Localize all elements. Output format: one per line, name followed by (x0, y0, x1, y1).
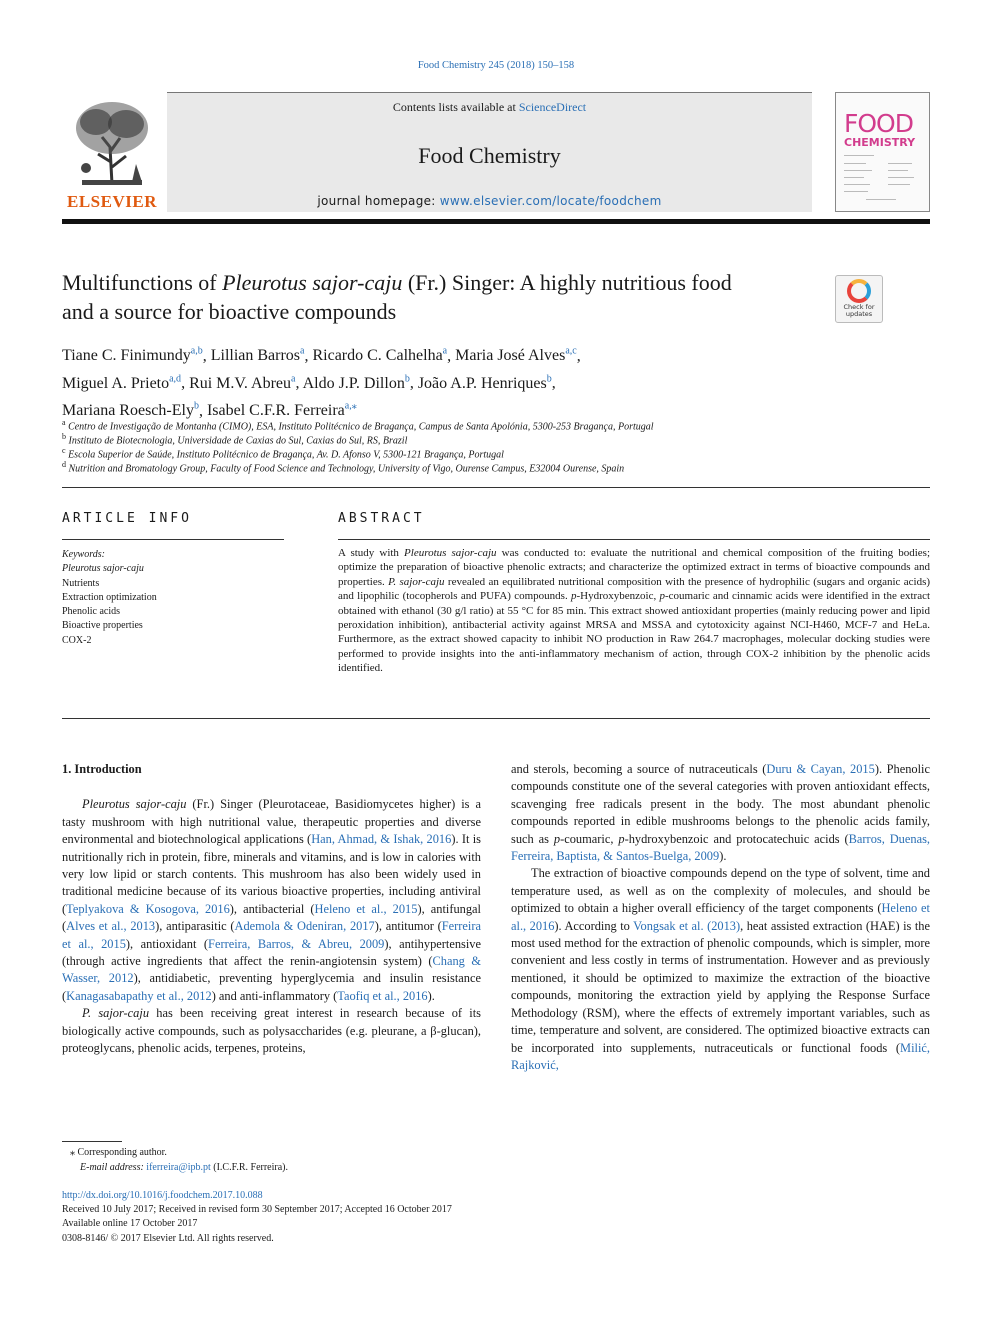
paragraph: Pleurotus sajor-caju (Fr.) Singer (Pleurotaceae, Basidiomycetes higher) is a tasty mushroom with high nutritional value, therapeutic properties and diverse environmental and biotechnological applications (Han, Ahmad, & Ishak, 2016). It is nutritionally rich in protein, fibre, minerals and vitamins, and is low in calories with very low lipid or starch contents. This mushroom has also been widely used in traditional medicine because of its various bioactive properties, including antiviral (Teplyakova & Kosogova, 2016), antibacterial (Heleno et al., 2015), antifungal (Alves et al., 2013), antiparasitic (Ademola & Odeniran, 2017), antitumor (Ferreira et al., 2015), antioxidant (Ferreira, Barros, & Abreu, 2009), antihypertensive (through active ingredients that affect the renin-angiotensin system) (Chang & Wasser, 2012), antidiabetic, preventing hyperglycemia and insulin resistance (Kanagasabapathy et al., 2012) and anti-inflammatory (Taofiq et al., 2016). (62, 797, 482, 1003)
cover-title-food: FOOD (844, 109, 913, 138)
contents-prefix: Contents lists available at (392, 100, 516, 114)
keyword: Nutrients (62, 577, 100, 589)
check-for-updates-button[interactable] (835, 275, 883, 323)
citation-link[interactable]: Barros, Duenas, Ferreira, Baptista, & Santos-Buelga, 2009 (511, 831, 930, 864)
doi-link[interactable]: http://dx.doi.org/10.1016/j.foodchem.2017.10.088 (62, 1190, 263, 1201)
paragraph: The extraction of bioactive compounds depend on the type of solvent, time and temperature used, as well as on the complexity of molecules, and should be optimized to obtain a higher overall efficiency of the target components (Heleno et al., 2016). According to Vongsak et al. (2013), heat assisted extraction (HAE) is the most used method for the extraction of phenolic compounds, which is simpler, more convenient and less costly in terms of instrumentation. However and as previously mentioned, it should be optimized to maximize the extraction of the bioactive compounds, monitoring the extraction yield by applying the Response Surface Methodology (RSM), where the effects of extremely important variables, such as time, temperature and solvent, are considered. The optimized bioactive extracts can be incorporated into supplements, nutraceuticals or functional foods (Milić, Rajković, (511, 866, 930, 1072)
footnote-rule (62, 1141, 122, 1142)
paragraph: P. sajor-caju has been receiving great interest in research because of its biologically active compounds, such as polysaccharides (e.g. pleurane, a β-glucan), proteoglycans, phenolic acids, terpenes, proteins, (62, 1006, 481, 1056)
citation-link[interactable]: Duru & Cayan, 2015 (766, 762, 875, 776)
citation-link[interactable]: Milić, Rajković, (511, 1040, 930, 1072)
available-online: Available online 17 October 2017 (62, 1218, 198, 1230)
author[interactable]: Miguel A. Prieto$^{a,d}$ (62, 373, 182, 392)
divider (338, 539, 930, 540)
crossmark-label-1: Check for (843, 303, 875, 311)
received-dates: Received 10 July 2017; Received in revised form 30 September 2017; Accepted 16 October 2017 (62, 1204, 452, 1216)
keyword: Pleurotus sajor-caju (62, 563, 144, 575)
crossmark-label-2: updates (845, 310, 873, 318)
contents-line (167, 100, 812, 115)
citation-link[interactable]: Taofiq et al., 2016 (337, 988, 428, 1003)
abstract-heading: ABSTRACT (338, 511, 425, 526)
citation-link[interactable]: Kanagasabapathy et al., 2012 (66, 988, 212, 1003)
journal-homepage (167, 194, 812, 208)
keyword: Phenolic acids (62, 606, 121, 618)
author[interactable]: Lillian Barros$^a$ (210, 346, 305, 365)
elsevier-logo[interactable] (62, 92, 162, 214)
author-list: Tiane C. Finimundy$^{a,b}$, Lillian Barros$^a$, Ricardo C. Calhelha$^a$, Maria José Alves$^{a,c}$, Miguel A. Prieto$^{a,d}$, Rui M.V. Abreu$^a$, Aldo J.P. Dillon$^b$, João A.P. Henriques$^b$, Mariana Roesch-Ely$^b$, Isabel C.F.R. Ferreira$^{a,⁎}$ (62, 346, 581, 419)
sciencedirect-link[interactable]: ScienceDirect (518, 100, 587, 114)
citation-link[interactable]: Chang & Wasser, 2012 (62, 954, 482, 986)
divider (62, 718, 930, 719)
affiliation: $^d$ Nutrition and Bromatology Group, Faculty of Food Science and Technology, University of Vigo, Ourense Campus, E32004 Ourense, Spain (62, 460, 625, 475)
article-info-heading: ARTICLE INFO (62, 511, 192, 526)
journal-header (167, 92, 812, 212)
publisher-name: ELSEVIER (67, 192, 157, 211)
copyright: 0308-8146/ © 2017 Elsevier Ltd. All rights reserved. (62, 1232, 274, 1244)
keywords-block (62, 548, 292, 648)
title-part1: Multifunctions of (62, 270, 217, 295)
affiliation: $^b$ Instituto de Biotecnologia, Universidade de Caxias do Sul, Caxias do Sul, RS, Brazil (62, 432, 408, 447)
title-part2: (Fr.) Singer: A highly nutritious food (407, 270, 732, 295)
corresponding-note: ⁎ Corresponding author. (70, 1147, 167, 1158)
keyword: COX-2 (62, 634, 92, 646)
header-rule (62, 219, 930, 224)
article-title (62, 268, 822, 326)
keywords-label: Keywords: (62, 549, 105, 560)
author[interactable]: João A.P. Henriques$^b$ (417, 373, 552, 392)
paragraph: and sterols, becoming a source of nutraceuticals (Duru & Cayan, 2015). Phenolic compounds constitute one of the several categories with proven antioxidant effects, scavenging free radicals present in the body. The most abundant phenolic compounds reported in edible mushrooms belongs to the phenolic acids family, such as p-coumaric, p-hydroxybenzoic and protocatechuic acids (Barros, Duenas, Ferreira, Baptista, & Santos-Buelga, 2009). (511, 762, 930, 864)
journal-name: Food Chemistry (418, 143, 561, 168)
title-species: Pleurotus sajor-caju (222, 270, 403, 295)
homepage-link[interactable]: www.elsevier.com/locate/foodchem (439, 194, 662, 208)
crossmark-icon (847, 279, 871, 303)
author[interactable]: Rui M.V. Abreu$^a$ (189, 373, 296, 392)
citation-link[interactable]: Ademola & Odeniran, 2017 (234, 919, 375, 934)
citation-link[interactable]: Vongsak et al. (2013) (633, 918, 741, 933)
author[interactable]: Mariana Roesch-Ely$^b$ (62, 400, 199, 419)
citation-link[interactable]: Alves et al., 2013 (66, 919, 156, 934)
author[interactable]: Aldo J.P. Dillon$^b$ (302, 373, 410, 392)
journal-cover-thumbnail[interactable] (835, 92, 930, 212)
divider (62, 539, 284, 540)
citation-link[interactable]: Han, Ahmad, & Ishak, 2016 (311, 832, 452, 847)
homepage-prefix: journal homepage: (317, 194, 436, 208)
citation-link[interactable]: Heleno et al., 2015 (314, 901, 418, 916)
abstract-text: A study with Pleurotus sajor-caju was conducted to: evaluate the nutritional and chemical composition of the fruiting bodies; optimize the preparation of bioactive phenolic extracts; and characterize the optimized extract in terms of bioactive compounds and properties. P. sajor-caju revealed an equilibrated nutritional composition with the presence of hydrophilic (sugars and organic acids) and lipophilic (tocopherols and PUFA) compounds. p-Hydroxybenzoic, p-coumaric and cinnamic acids were identified in the extract obtained with ethanol (30 g/l ratio) at 55 °C for 85 min. This extract showed antioxidant properties (mainly reducing power and lipid peroxidation inhibition), antibacterial activity against MRSA and MSSA and cytotoxicity against NCI-H460, MCF-7 and HeLa. Furthermore, as the extract showed capacity to inhibit NO production in Raw 264.7 macrophages, molecular docking studies were performed to provide insights into the anti-inflammatory mechanism of action, through COX-2 inhibition by the phenolic acids identified. (338, 547, 931, 675)
author[interactable]: Tiane C. Finimundy$^{a,b}$ (62, 346, 203, 365)
keyword: Bioactive properties (62, 620, 143, 632)
journal-citation[interactable]: Food Chemistry 245 (2018) 150–158 (417, 60, 575, 71)
citation-link[interactable]: Heleno et al., 2016 (511, 901, 930, 933)
body-left-column (62, 761, 481, 1058)
affiliation: $^a$ Centro de Investigação de Montanha (CIMO), ESA, Instituto Politécnico de Bragança, Campus de Santa Apolónia, 5300-253 Bragança, Portugal (62, 418, 654, 433)
affiliation: $^c$ Escola Superior de Saúde, Instituto Politécnico de Bragança, Av. D. Afonso V, 5300-121 Bragança, Portugal (62, 446, 504, 461)
keyword: Extraction optimization (62, 591, 157, 603)
email-link[interactable]: iferreira@ipb.pt (146, 1162, 211, 1173)
title-line2: and a source for bioactive compounds (62, 299, 397, 324)
cover-title-chemistry: CHEMISTRY (844, 136, 916, 149)
author[interactable]: Ricardo C. Calhelha$^a$ (312, 346, 448, 365)
article-footer (62, 1189, 662, 1246)
author[interactable]: Isabel C.F.R. Ferreira$^{a,⁎}$ (206, 400, 357, 419)
author[interactable]: Maria José Alves$^{a,c}$ (455, 346, 577, 365)
body-right-column (511, 761, 930, 1074)
divider (62, 487, 930, 488)
email-note: E-mail address: iferreira@ipb.pt (I.C.F.R. Ferreira). (80, 1162, 289, 1173)
citation-link[interactable]: Ferreira et al., 2015 (62, 919, 481, 951)
section-heading: 1. Introduction (62, 762, 142, 776)
elsevier-tree-icon (62, 92, 162, 192)
citation-link[interactable]: Teplyakova & Kosogova, 2016 (66, 901, 230, 916)
citation-link[interactable]: Ferreira, Barros, & Abreu, 2009 (208, 936, 385, 951)
